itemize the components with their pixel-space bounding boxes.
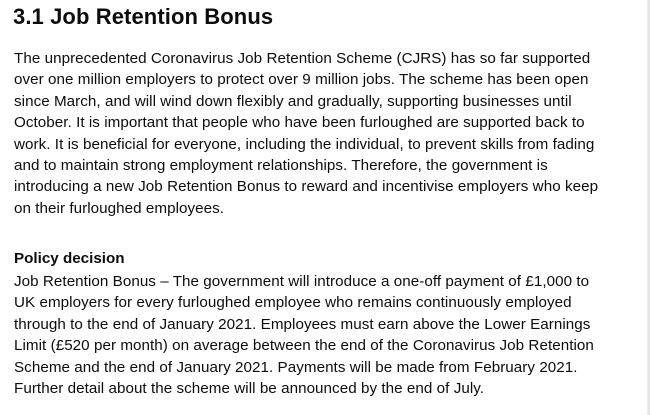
policy-paragraph [14,271,594,399]
policy-line: through to the end of January 2021. Employees must earn above the Lower Earnings [14,315,591,333]
intro-paragraph [14,48,598,219]
intro-line: and to maintain strong employment relationships. Therefore, the government is [14,156,548,174]
intro-line: The unprecedented Coronavirus Job Retention Scheme (CJRS) has so far supported [14,50,591,67]
policy-line: UK employers for every furloughed employee who remains continuously employed [14,294,572,312]
policy-line: Job Retention Bonus – The government will introduce a one-off payment of £1,000 to [14,273,590,290]
intro-line: introducing a new Job Retention Bonus to reward and incentivise employers who keep [14,178,599,196]
intro-line: October. It is important that people who have been furloughed are supported back to [14,114,585,132]
policy-line: Limit (£520 per month) on average between the end of the Coronavirus Job Retention [14,337,594,355]
policy-line: Scheme and the end of January 2021. Payments will be made from February 2021. [14,358,578,376]
section-title: 3.1 Job Retention Bonus [13,4,274,29]
intro-line: on their furloughed employees. [14,199,225,217]
intro-line: work. It is beneficial for everyone, including the individual, to prevent skills from fading [14,135,595,153]
policy-line: Further detail about the scheme will be announced by the end of July. [14,379,485,397]
intro-line: over one million employers to protect over 9 million jobs. The scheme has been open [14,71,589,89]
intro-line: since March, and will wind down flexibly and gradually, supporting businesses until [14,92,572,110]
policy-decision-heading: Policy decision [14,250,125,267]
